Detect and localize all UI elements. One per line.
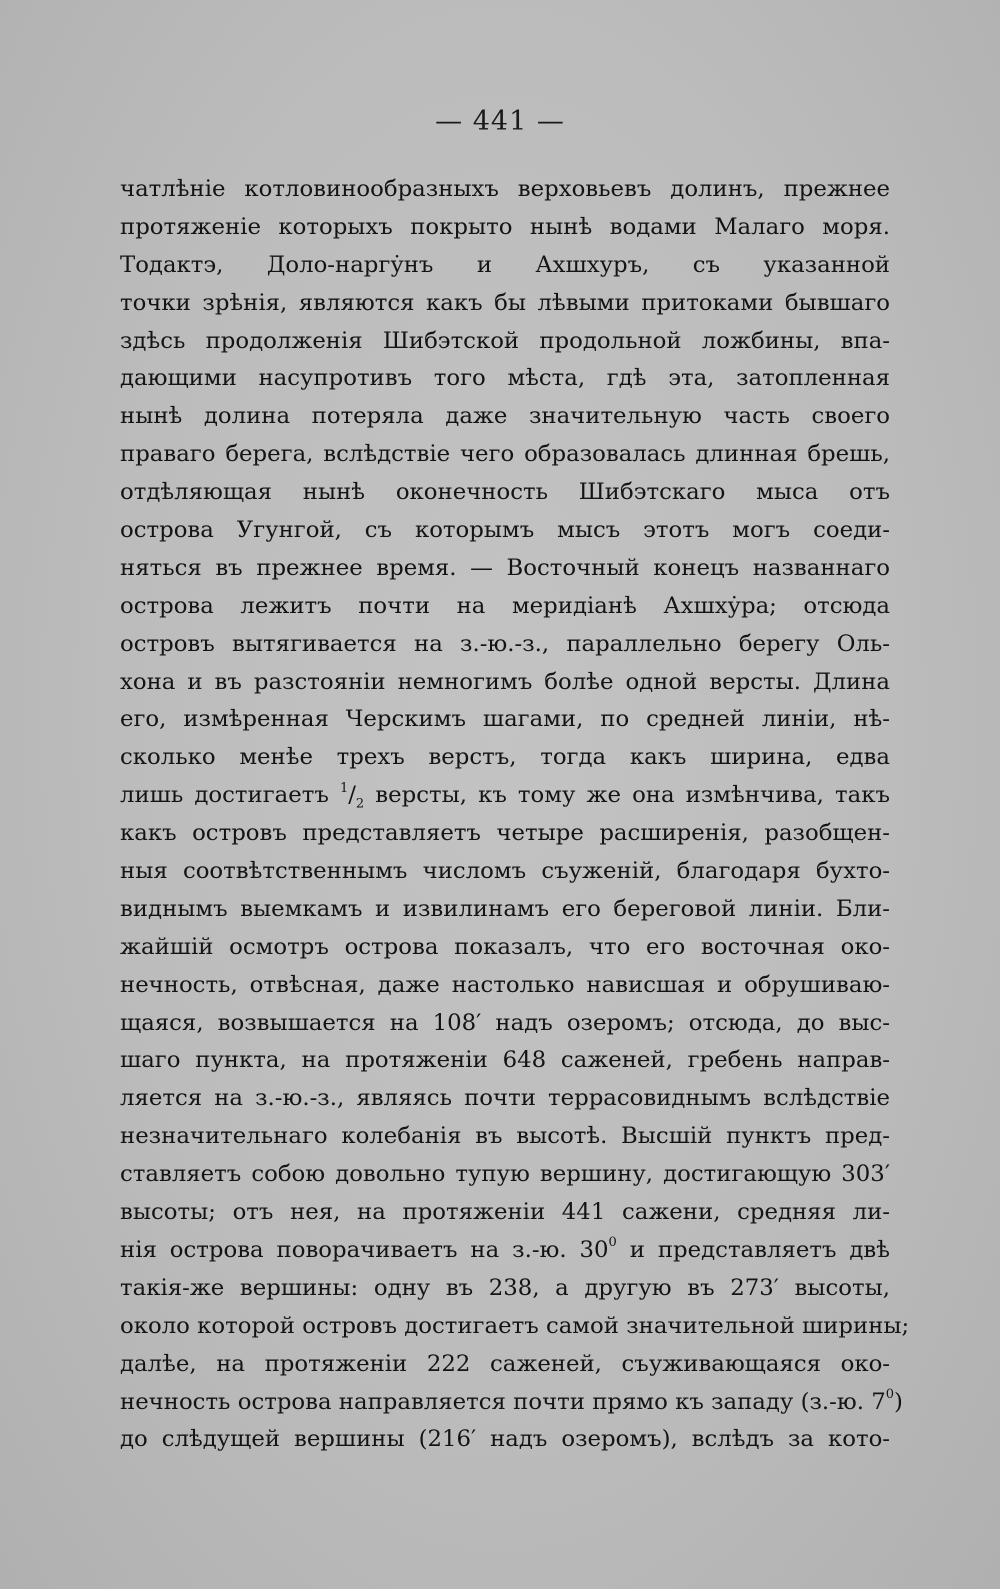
text-line: отдѣляющая нынѣ оконечность Шибэтскаго мыса отъ — [120, 479, 890, 506]
text-line-pre: нечность острова направляется почти прямо къ западу (з.-ю. 7 — [120, 1388, 886, 1415]
text-line: щаяся, возвышается на 108′ надъ озеромъ; отсюда, до выс- — [120, 1009, 890, 1036]
text-line-post: ) — [894, 1388, 903, 1415]
text-line: шаго пункта, на протяженіи 648 саженей, гребень направ- — [120, 1047, 890, 1074]
text-line: точки зрѣнія, являются какъ бы лѣвыми притоками бывшаго — [120, 289, 890, 316]
text-line-sup: 1 — [339, 780, 349, 796]
text-line: ставляетъ собою довольно тупую вершину, достигающую 303′ — [120, 1161, 890, 1188]
text-line: островъ вытягивается на з.-ю.-з., параллельно берегу Оль- — [120, 630, 890, 657]
text-line-sup: 0 — [608, 1235, 617, 1251]
text-line: далѣе, на протяженіи 222 саженей, съуживающаяся око- — [120, 1350, 890, 1377]
page-number: — 441 — — [435, 106, 565, 137]
text-line-post: и представляетъ двѣ — [616, 1236, 890, 1263]
text-line: острова лежитъ почти на меридіанѣ Ахшху̇ра; отсюда — [120, 592, 890, 619]
text-line-mid: / — [348, 782, 356, 809]
text-line: высоты; отъ нея, на протяженіи 441 сажени, средняя ли- — [120, 1199, 890, 1226]
text-line: нечность, отвѣсная, даже настолько нависшая и обрушиваю- — [120, 971, 890, 998]
text-line: Тодактэ, Доло-наргу̇нъ и Ахшхуръ, съ указанной — [120, 251, 890, 278]
text-line: сколько менѣе трехъ верстъ, тогда какъ ширина, едва — [120, 744, 890, 771]
text-line: хона и въ разстояніи немногимъ болѣе одной версты. Длина — [120, 668, 890, 695]
text-line-sup: 0 — [885, 1386, 894, 1402]
text-line — [120, 777, 890, 815]
text-line: около которой островъ достигаетъ самой значительной ширины; — [120, 1312, 910, 1339]
body-text — [120, 171, 910, 1459]
text-line: острова Угунгой, съ которымъ мысъ этотъ могъ соеди- — [120, 517, 890, 544]
text-line — [120, 1232, 890, 1270]
text-line: праваго берега, вслѣдствіе чего образовалась длинная брешь, — [120, 441, 890, 468]
text-line: такія-же вершины: одну въ 238, а другую въ 273′ высоты, — [120, 1274, 890, 1301]
text-line — [120, 1384, 903, 1422]
text-line: незначительнаго колебанія въ высотѣ. Высшій пунктъ пред- — [120, 1123, 890, 1150]
text-line-post: версты, къ тому же она измѣнчива, такъ — [364, 782, 890, 809]
text-line-pre: нія острова поворачиваетъ на з.-ю. 30 — [120, 1236, 609, 1263]
text-line: здѣсь продолженія Шибэтской продольной ложбины, впа- — [120, 327, 890, 354]
text-line: какъ островъ представляетъ четыре расширенія, разобщен- — [120, 820, 890, 847]
text-line: чатлѣніе котловинообразныхъ верховьевъ долинъ, прежнее — [120, 176, 890, 202]
text-line: дающими насупротивъ того мѣста, гдѣ эта, затопленная — [120, 365, 890, 392]
text-line: его, измѣренная Черскимъ шагами, по средней линіи, нѣ- — [120, 706, 890, 733]
text-line: жайшій осмотръ острова показалъ, что его восточная око- — [120, 933, 890, 960]
text-line-pre: лишь достигаетъ — [120, 782, 340, 809]
text-line: ляется на з.-ю.-з., являясь почти террасовиднымъ вслѣдствіе — [120, 1085, 890, 1112]
text-line: нынѣ долина потеряла даже значительную часть своего — [120, 403, 890, 430]
text-line-sub: 2 — [355, 796, 365, 812]
text-line: няться въ прежнее время. — Восточный конецъ названнаго — [120, 554, 890, 581]
text-line: виднымъ выемкамъ и извилинамъ его береговой линіи. Бли- — [120, 895, 890, 922]
text-line: до слѣдущей вершины (216′ надъ озеромъ), вслѣдъ за кото- — [120, 1426, 890, 1453]
text-line: протяженіе которыхъ покрыто нынѣ водами Малаго моря. — [120, 213, 890, 240]
text-line: ныя соотвѣтственнымъ числомъ съуженій, благодаря бухто- — [120, 858, 890, 885]
